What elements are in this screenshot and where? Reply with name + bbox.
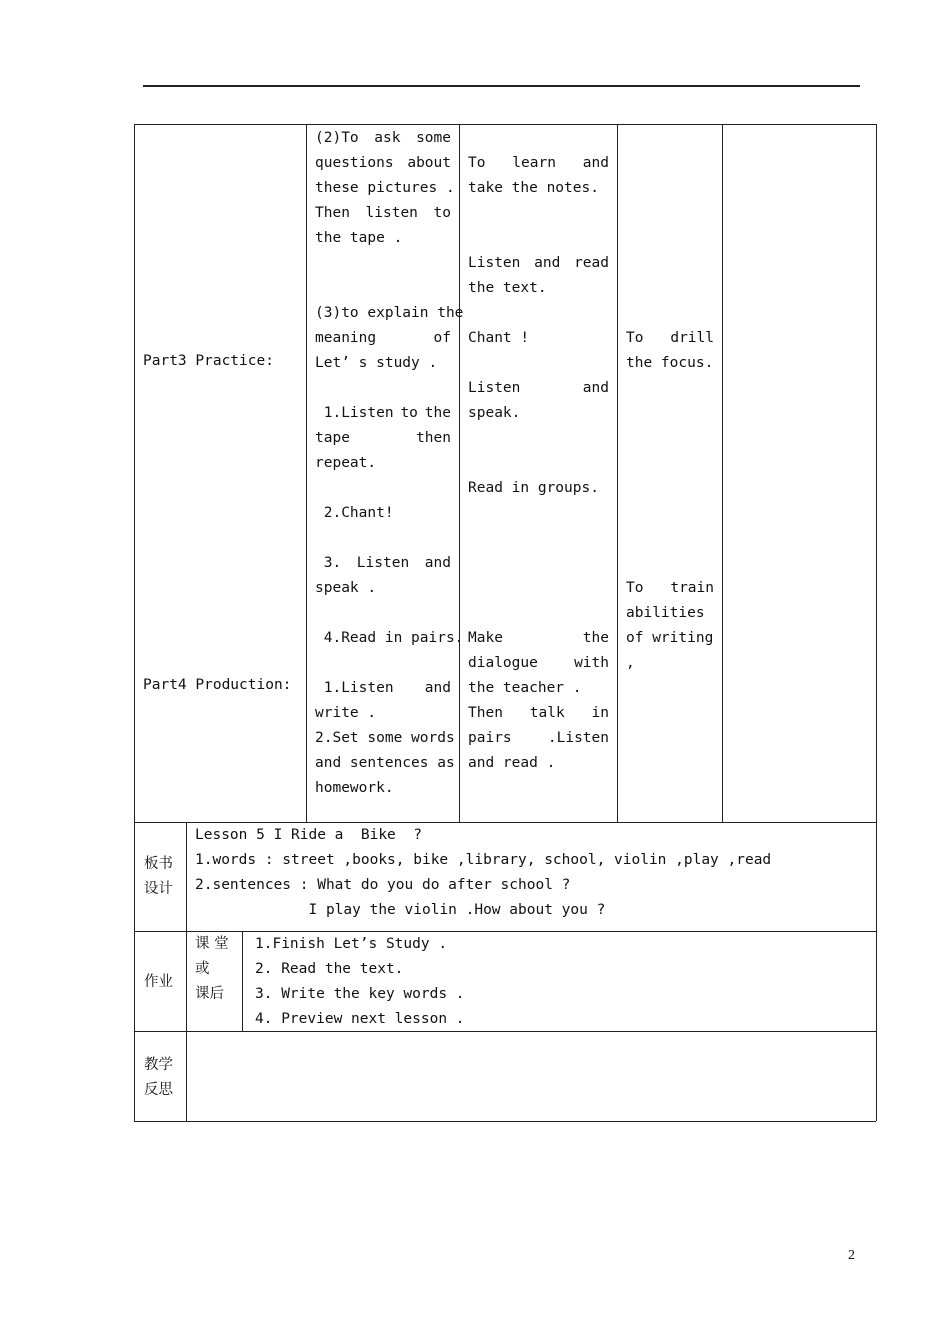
teacher-activity-word: some: [416, 130, 451, 146]
teacher-activity-line: [315, 476, 451, 501]
teacher-activity-word: Let’ s study .: [315, 355, 438, 371]
board-line-words: 1.words : street ,books, bike ,library, school, violin ,play ,read: [195, 852, 772, 868]
purpose-word: To: [626, 330, 644, 346]
purpose-line: [626, 126, 714, 151]
student-activity-word: read: [574, 255, 609, 271]
teacher-activity-word: 3.: [315, 555, 342, 571]
student-activity-line: [468, 476, 609, 501]
teacher-activity-line: [315, 526, 451, 551]
reflection-label-line2: 反思: [144, 1082, 173, 1098]
teacher-activity-word: of: [433, 330, 451, 346]
table-border-bottom: [134, 1121, 876, 1122]
purpose-line: [626, 401, 714, 426]
student-activity-line: [468, 176, 609, 201]
student-activity-word: with: [574, 655, 609, 671]
teacher-activity-line: [315, 651, 451, 676]
student-activity-line: [468, 401, 609, 426]
student-activity-line: [468, 451, 609, 476]
teacher-activity-word: Then: [315, 205, 350, 221]
purpose-word: abilities: [626, 605, 705, 621]
student-activity-word: pairs: [468, 730, 512, 746]
student-activity-line: [468, 526, 609, 551]
student-activity-word: the: [582, 630, 609, 646]
student-activity-line: [468, 226, 609, 251]
student-activity-word: and read .: [468, 755, 556, 771]
page-number: 2: [848, 1248, 855, 1263]
student-activity-line: [468, 326, 609, 351]
table-border-top: [134, 124, 876, 125]
table-border-right: [876, 124, 877, 1121]
student-activity-line: [468, 601, 609, 626]
teacher-activity-word: 2.Chant!: [315, 505, 394, 521]
student-activity-line: [468, 501, 609, 526]
column-divider: [722, 124, 723, 822]
teacher-activity-word: and sentences as: [315, 755, 455, 771]
student-activity-line: [468, 426, 609, 451]
teacher-activity-line: [315, 751, 455, 776]
board-line-sentences-cont: I play the violin .How about you ?: [195, 902, 606, 918]
teacher-activity-word: tape: [315, 430, 350, 446]
student-activity-word: and: [582, 155, 609, 171]
student-activity-word: the teacher .: [468, 680, 582, 696]
purpose-line: [626, 376, 714, 401]
column-divider: [242, 931, 243, 1031]
student-activity-word: .Listen: [547, 730, 609, 746]
student-activity-line: [468, 351, 609, 376]
teacher-activity-word: listen: [365, 205, 418, 221]
teacher-activity-line: [315, 676, 451, 701]
purpose-line: [626, 526, 714, 551]
purpose-line: [626, 626, 714, 651]
student-activity-line: [468, 276, 609, 301]
column-divider: [617, 124, 618, 822]
student-activity-word: Make: [468, 630, 503, 646]
teacher-activity-line: [315, 701, 451, 726]
teacher-activity-line: [315, 376, 451, 401]
homework-item-1: 1.Finish Let’s Study .: [255, 936, 448, 952]
teacher-activity-line: [315, 226, 451, 251]
purpose-line: [626, 501, 714, 526]
student-activity-word: take the notes.: [468, 180, 599, 196]
student-activity-word: and: [582, 380, 609, 396]
teacher-activity-line: [315, 301, 464, 326]
teacher-activity-word: then: [416, 430, 451, 446]
homework-item-3: 3. Write the key words .: [255, 986, 465, 1002]
teacher-activity-line: [315, 351, 451, 376]
student-activity-word: Chant !: [468, 330, 530, 346]
purpose-word: the focus.: [626, 355, 714, 371]
teacher-activity-word: these pictures .: [315, 180, 455, 196]
board-design-label-line2: 设计: [144, 881, 173, 897]
teacher-activity-word: write .: [315, 705, 377, 721]
teacher-activity-word: homework.: [315, 780, 394, 796]
teacher-activities-cell: [315, 126, 464, 801]
teacher-activity-word: the: [424, 405, 451, 421]
purpose-word: train: [670, 580, 714, 596]
teacher-activity-word: the tape .: [315, 230, 403, 246]
teacher-activity-line: [315, 451, 451, 476]
purpose-word: To: [626, 580, 644, 596]
purpose-line: [626, 151, 714, 176]
student-activity-word: Listen: [468, 380, 521, 396]
homework-sublabel-line3: 课后: [195, 986, 224, 1002]
purpose-word: ,: [626, 655, 635, 671]
student-activity-word: talk: [529, 705, 565, 721]
homework-sublabel-line1: 课 堂: [195, 936, 229, 952]
purpose-line: [626, 351, 714, 376]
teacher-activity-word: 1.Listen: [315, 680, 394, 696]
student-activity-word: the text.: [468, 280, 547, 296]
board-line-sentences: 2.sentences : What do you do after school ?: [195, 877, 571, 893]
teacher-activity-word: speak .: [315, 580, 377, 596]
teacher-activity-word: and: [424, 680, 451, 696]
teacher-activity-word: Listen: [356, 555, 410, 571]
student-activity-line: [468, 576, 609, 601]
teacher-activity-word: to: [400, 405, 418, 421]
purpose-line: [626, 551, 714, 576]
student-activity-line: [468, 126, 609, 151]
teacher-activity-line: [315, 176, 455, 201]
teacher-activity-line: [315, 151, 451, 176]
column-divider: [306, 124, 307, 822]
purpose-line: [626, 601, 714, 626]
homework-sublabel-line2: 或: [195, 961, 210, 977]
board-design-label-line1: 板书: [144, 856, 173, 872]
teacher-activity-word: about: [407, 155, 451, 171]
purpose-word: drill: [670, 330, 714, 346]
student-activity-line: [468, 201, 609, 226]
purpose-line: [626, 476, 714, 501]
student-activity-word: Listen: [468, 255, 521, 271]
student-activity-word: speak.: [468, 405, 521, 421]
teacher-activity-word: 1.Listen: [315, 405, 394, 421]
teacher-activity-word: (2)To: [315, 130, 359, 146]
purpose-line: [626, 651, 714, 676]
teacher-activity-word: questions: [315, 155, 394, 171]
student-activity-word: To: [468, 155, 486, 171]
table-border-left: [134, 124, 135, 1121]
teacher-activity-line: [315, 201, 451, 226]
student-activity-line: [468, 701, 609, 726]
teacher-activity-word: to: [433, 205, 451, 221]
purpose-line: [626, 576, 714, 601]
row-divider: [134, 1031, 876, 1032]
student-activity-word: and: [534, 255, 561, 271]
homework-item-4: 4. Preview next lesson .: [255, 1011, 465, 1027]
purpose-word: of writing: [626, 630, 714, 646]
student-activity-word: dialogue: [468, 655, 538, 671]
stage-label-practice: Part3 Practice:: [143, 353, 274, 369]
teacher-activity-line: [315, 276, 451, 301]
teacher-activity-word: ask: [374, 130, 401, 146]
board-line-title: Lesson 5 I Ride a Bike ?: [195, 827, 422, 843]
purpose-line: [626, 426, 714, 451]
teacher-activity-word: 2.Set some words: [315, 730, 455, 746]
purpose-line: [626, 176, 714, 201]
student-activity-word: in: [591, 705, 609, 721]
teacher-activity-line: [315, 326, 451, 351]
header-rule: [143, 85, 860, 87]
row-divider: [134, 931, 876, 932]
student-activity-word: Read in groups.: [468, 480, 599, 496]
teacher-activity-word: meaning: [315, 330, 377, 346]
student-activity-line: [468, 151, 609, 176]
student-activity-line: [468, 651, 609, 676]
reflection-label-line1: 教学: [144, 1057, 173, 1073]
teacher-activity-line: [315, 126, 451, 151]
teacher-activity-line: [315, 401, 451, 426]
purpose-cell: [626, 126, 714, 676]
purpose-line: [626, 276, 714, 301]
teacher-activity-word: and: [424, 555, 451, 571]
teacher-activity-word: repeat.: [315, 455, 377, 471]
teacher-activity-line: [315, 776, 451, 801]
teacher-activity-word: (3)to explain the: [315, 305, 464, 321]
student-activity-word: learn: [512, 155, 556, 171]
teacher-activity-line: [315, 626, 464, 651]
teacher-activity-line: [315, 426, 451, 451]
student-activity-line: [468, 676, 609, 701]
homework-item-2: 2. Read the text.: [255, 961, 404, 977]
student-activity-line: [468, 551, 609, 576]
teacher-activity-line: [315, 726, 455, 751]
teacher-activity-word: 4.Read in pairs.: [315, 630, 464, 646]
student-activity-line: [468, 751, 609, 776]
teacher-activity-line: [315, 251, 451, 276]
teacher-activity-line: [315, 576, 451, 601]
column-divider: [186, 822, 187, 1121]
purpose-line: [626, 326, 714, 351]
stage-label-production: Part4 Production:: [143, 677, 292, 693]
student-activity-word: Then: [468, 705, 503, 721]
teacher-activity-line: [315, 501, 451, 526]
homework-label: 作业: [144, 974, 173, 990]
purpose-line: [626, 251, 714, 276]
teacher-activity-line: [315, 601, 451, 626]
student-activity-line: [468, 376, 609, 401]
student-activity-line: [468, 251, 609, 276]
teacher-activity-line: [315, 551, 451, 576]
student-activities-cell: [468, 126, 609, 776]
purpose-line: [626, 301, 714, 326]
purpose-line: [626, 226, 714, 251]
purpose-line: [626, 451, 714, 476]
column-divider: [459, 124, 460, 822]
student-activity-line: [468, 726, 609, 751]
student-activity-line: [468, 301, 609, 326]
purpose-line: [626, 201, 714, 226]
student-activity-line: [468, 626, 609, 651]
